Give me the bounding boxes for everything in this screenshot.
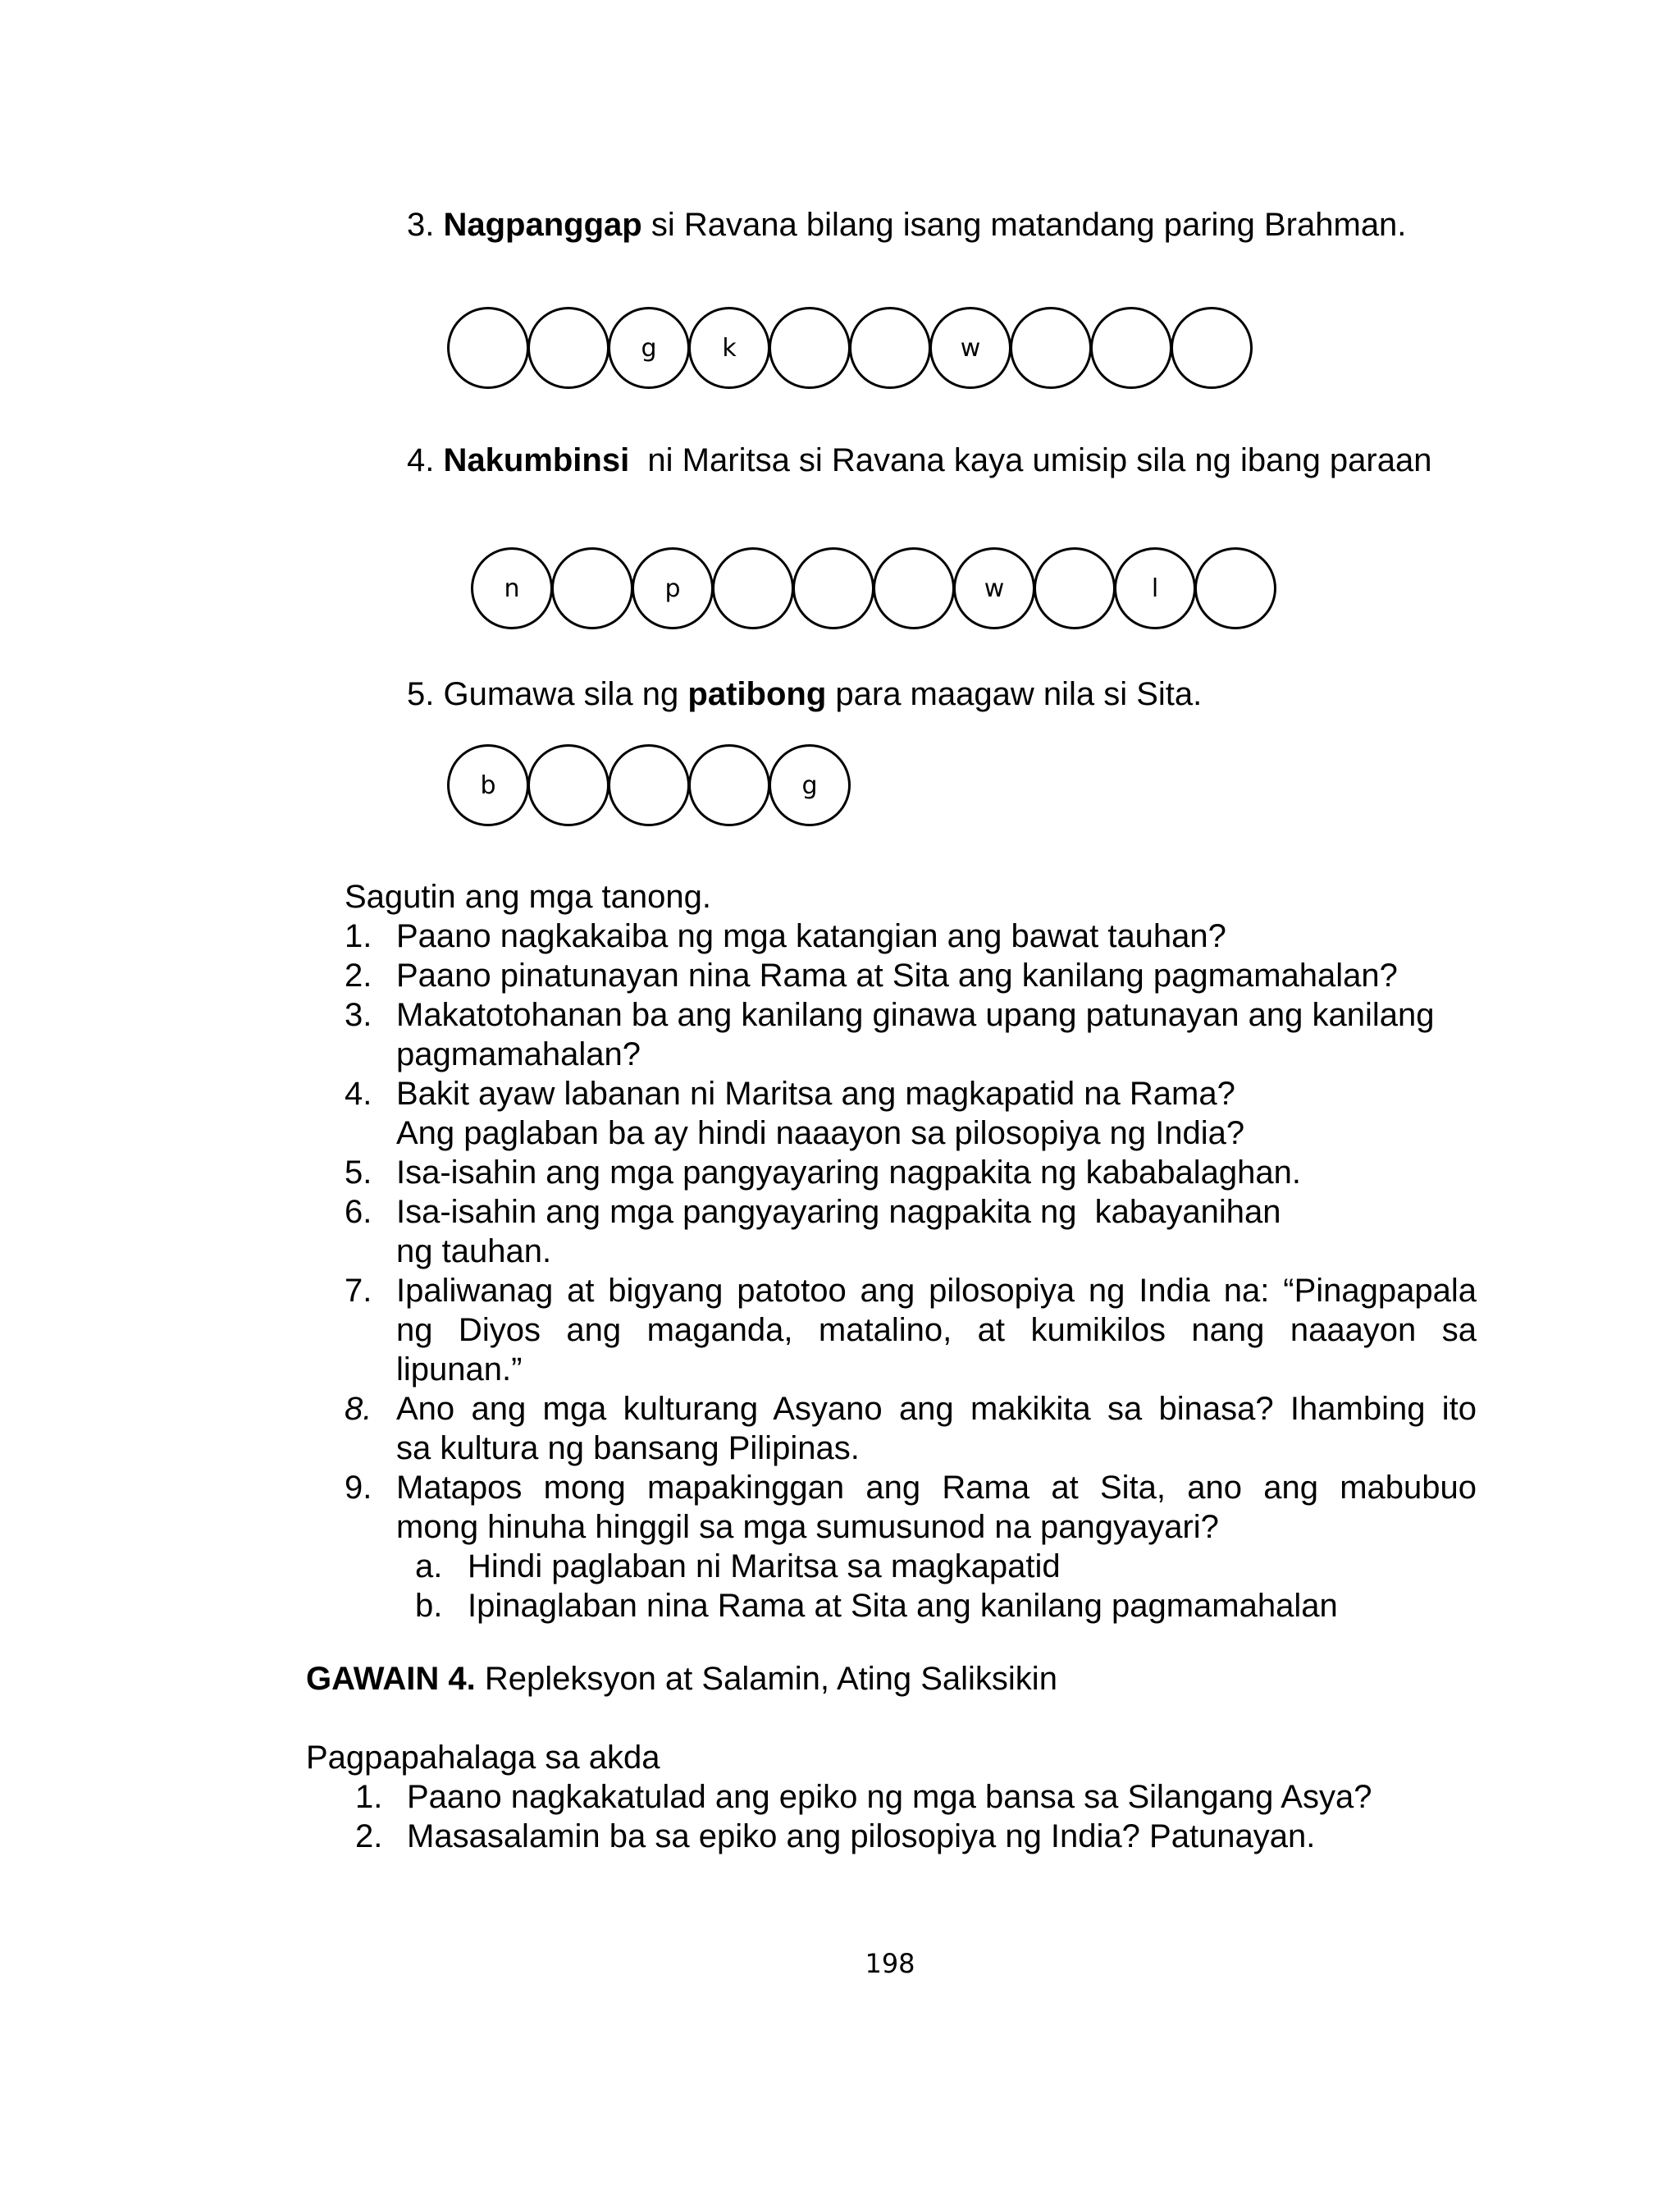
- question-text: Bakit ayaw labanan ni Maritsa ang magkapatid na Rama?: [396, 1076, 1235, 1112]
- gawain-heading: [306, 1659, 1057, 1699]
- sentence-start: Gumawa sila ng: [443, 676, 688, 712]
- letter-circle: w: [953, 547, 1035, 629]
- item-number: 4.: [407, 442, 435, 478]
- item-number: 2.: [355, 1818, 383, 1854]
- question-text: Ipaliwanag at bigyang patotoo ang pilosopiya ng India na: “Pinagpapala: [396, 1273, 1477, 1309]
- item-number: 3.: [407, 207, 435, 243]
- pagpapahalaga-item-1: [355, 1777, 1372, 1817]
- item-text: Paano nagkakatulad ang epiko ng mga bansa sa Silangang Asya?: [407, 1779, 1372, 1815]
- letter-circle: [1034, 547, 1116, 629]
- letter-circle: [1010, 307, 1092, 389]
- question-text: Makatotohanan ba ang kanilang ginawa upang patunayan ang kanilang: [396, 997, 1435, 1033]
- question-text-cont: ng tauhan.: [396, 1233, 552, 1269]
- question-number: 1.: [345, 918, 372, 954]
- bold-word: patibong: [687, 676, 827, 712]
- gawain-title: Repleksyon at Salamin, Ating Saliksikin: [475, 1661, 1057, 1697]
- letter-circle: [1090, 307, 1172, 389]
- question-text-cont: sa kultura ng bansang Pilipinas.: [396, 1430, 860, 1466]
- question-text-cont: mong hinuha hinggil sa mga sumusunod na pangyayari?: [396, 1509, 1219, 1545]
- question-text-cont: Ang paglaban ba ay hindi naaayon sa pilosopiya ng India?: [396, 1115, 1245, 1151]
- question-text: Matapos mong mapakinggan ang Rama at Sita, ano ang mabubuo: [396, 1470, 1477, 1506]
- letter-circle: [608, 744, 690, 826]
- question-number: 7.: [345, 1273, 372, 1309]
- question-text-cont: pagmamahalan?: [396, 1036, 641, 1072]
- question-number: 5.: [345, 1154, 372, 1191]
- bold-word: Nagpanggap: [443, 207, 642, 243]
- letter-circle: n: [471, 547, 553, 629]
- item-text: Masasalamin ba sa epiko ang pilosopiya ng India? Patunayan.: [407, 1818, 1316, 1854]
- question-number: 8.: [345, 1391, 372, 1427]
- item-number: 1.: [355, 1779, 383, 1815]
- letter-circle: [849, 307, 931, 389]
- sub-item-text: Hindi paglaban ni Maritsa sa magkapatid: [468, 1548, 1061, 1584]
- sentence-rest: ni Maritsa si Ravana kaya umisip sila ng ibang paraan: [629, 442, 1432, 478]
- item-number: 5.: [407, 676, 435, 712]
- letter-circle: [447, 307, 529, 389]
- bold-word: Nakumbinsi: [443, 442, 630, 478]
- sub-item-b: [415, 1586, 1338, 1625]
- letter-circle: [688, 744, 770, 826]
- letter-circle: l: [1114, 547, 1196, 629]
- gawain-label: GAWAIN 4.: [306, 1661, 476, 1697]
- question-number: 9.: [345, 1470, 372, 1506]
- letter-circle: g: [608, 307, 690, 389]
- pagpapahalaga-heading: Pagpapahalaga sa akda: [306, 1740, 660, 1776]
- sub-item-letter: b.: [415, 1588, 443, 1624]
- question-text: Isa-isahin ang mga pangyayaring nagpakita ng kabayanihan: [396, 1194, 1281, 1230]
- letter-circle: [527, 307, 609, 389]
- letter-circle: [792, 547, 874, 629]
- question-number: 2.: [345, 958, 372, 994]
- sub-item-letter: a.: [415, 1548, 443, 1584]
- question-text: Isa-isahin ang mga pangyayaring nagpakita ng kababalaghan.: [396, 1154, 1302, 1191]
- sentence-rest: si Ravana bilang isang matandang paring Brahman.: [641, 207, 1407, 243]
- puzzle-item-4-sentence: [407, 441, 1431, 480]
- letter-circle: w: [929, 307, 1011, 389]
- letter-circle: [873, 547, 955, 629]
- sentence-rest: para maagaw nila si Sita.: [826, 676, 1203, 712]
- letter-circle: p: [632, 547, 714, 629]
- letter-circle: [527, 744, 609, 826]
- question-text-cont: ng Diyos ang maganda, matalino, at kumikilos nang naaayon sa: [396, 1312, 1477, 1348]
- letter-circle: [769, 307, 851, 389]
- question-text: Paano pinatunayan nina Rama at Sita ang kanilang pagmamahalan?: [396, 958, 1398, 994]
- letter-circle: b: [447, 744, 529, 826]
- puzzle-item-3-sentence: [407, 205, 1406, 245]
- question-text-cont: lipunan.”: [396, 1351, 523, 1388]
- letter-circle: g: [769, 744, 851, 826]
- letter-circle: [551, 547, 633, 629]
- letter-circles-item-4: [471, 547, 1276, 633]
- letter-circle: k: [688, 307, 770, 389]
- letter-circles-item-3: [447, 307, 1253, 392]
- letter-circle: [1171, 307, 1253, 389]
- puzzle-item-5-sentence: [407, 674, 1202, 714]
- question-number: 6.: [345, 1194, 372, 1230]
- question-text: Ano ang mga kulturang Asyano ang makikita sa binasa? Ihambing ito: [396, 1391, 1477, 1427]
- letter-circle: [1194, 547, 1276, 629]
- question-number: 3.: [345, 997, 372, 1033]
- sub-item-text: Ipinaglaban nina Rama at Sita ang kanilang pagmamahalan: [468, 1588, 1338, 1624]
- pagpapahalaga-item-2: [355, 1817, 1315, 1856]
- letter-circle: [712, 547, 794, 629]
- sub-item-a: [415, 1547, 1061, 1586]
- question-text: Paano nagkakaiba ng mga katangian ang bawat tauhan?: [396, 918, 1226, 954]
- questions-heading: Sagutin ang mga tanong.: [345, 879, 712, 915]
- page-number: 198: [865, 1948, 915, 1979]
- letter-circles-item-5: [447, 744, 851, 830]
- question-number: 4.: [345, 1076, 372, 1112]
